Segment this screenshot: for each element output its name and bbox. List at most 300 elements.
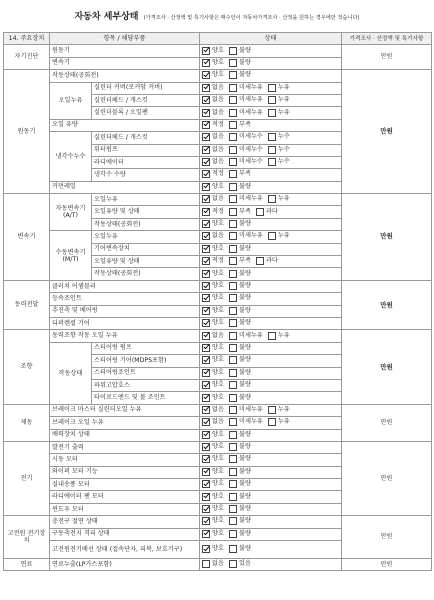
- state-option[interactable]: [229, 559, 251, 570]
- checkbox-icon[interactable]: [229, 109, 237, 117]
- category-electric: 전기: [4, 441, 50, 515]
- state-option-label: 양호: [212, 505, 224, 513]
- checkbox-icon[interactable]: [268, 195, 276, 203]
- state-option[interactable]: [229, 70, 251, 81]
- state-option[interactable]: [202, 492, 224, 503]
- checkbox-icon[interactable]: [229, 96, 237, 104]
- state-option[interactable]: [229, 256, 251, 267]
- state-options: [200, 404, 342, 416]
- checkbox-icon[interactable]: [268, 84, 276, 92]
- checkbox-icon[interactable]: [229, 455, 237, 463]
- state-option[interactable]: [202, 293, 224, 304]
- state-options: [200, 256, 342, 268]
- cost-self-diagnosis[interactable]: [342, 45, 432, 70]
- state-option-label: 양호: [212, 480, 224, 488]
- state-options: [200, 479, 342, 491]
- table-row: [4, 516, 432, 528]
- state-option[interactable]: [202, 559, 224, 570]
- item-label: 오일누유: [92, 194, 200, 206]
- state-option[interactable]: [202, 306, 224, 317]
- cost-unit: 만원: [380, 53, 393, 61]
- state-option-label: 불량: [238, 269, 251, 277]
- checkbox-icon[interactable]: [229, 146, 237, 154]
- state-option[interactable]: [229, 207, 251, 218]
- state-option[interactable]: [229, 182, 251, 193]
- form-title-block: [0, 4, 434, 23]
- checkbox-icon[interactable]: [229, 245, 237, 253]
- checkbox-icon[interactable]: [229, 418, 237, 426]
- state-option[interactable]: [229, 343, 251, 354]
- category-self-diagnosis: 자기진단: [4, 45, 50, 70]
- checked-box-icon[interactable]: [202, 332, 210, 340]
- state-option[interactable]: [256, 207, 278, 218]
- state-option-label: 적정: [212, 120, 224, 128]
- state-option[interactable]: [202, 194, 224, 205]
- state-option[interactable]: [229, 380, 251, 391]
- state-options: [200, 57, 342, 69]
- checked-box-icon[interactable]: [202, 381, 210, 389]
- state-option[interactable]: [229, 442, 251, 453]
- state-options: [200, 206, 342, 218]
- state-options: [200, 169, 342, 181]
- checkbox-icon[interactable]: [229, 307, 237, 315]
- checked-box-icon[interactable]: [202, 71, 210, 79]
- state-option[interactable]: [202, 95, 224, 106]
- state-option-label: 불량: [238, 393, 251, 401]
- checkbox-icon[interactable]: [229, 381, 237, 389]
- state-option-label: 불량: [238, 71, 251, 79]
- state-options: [200, 528, 342, 540]
- checked-box-icon[interactable]: [202, 356, 210, 364]
- checked-box-icon[interactable]: [202, 183, 210, 191]
- item-label: 충전구 절연 상태: [50, 516, 200, 528]
- item-label: 타이로드엔드 및 볼 조인트: [92, 392, 200, 404]
- state-option-label: 불량: [238, 319, 251, 327]
- state-option-label: 불량: [238, 430, 251, 438]
- checkbox-icon[interactable]: [229, 344, 237, 352]
- state-option[interactable]: [229, 393, 251, 404]
- checked-box-icon[interactable]: [202, 530, 210, 538]
- state-option[interactable]: [202, 368, 224, 379]
- state-option[interactable]: [229, 145, 263, 156]
- checkbox-icon[interactable]: [229, 71, 237, 79]
- state-option[interactable]: [202, 516, 224, 527]
- state-option-label: 불량: [238, 517, 251, 525]
- state-option-label: 양호: [212, 492, 224, 500]
- state-option[interactable]: [202, 108, 224, 119]
- state-option[interactable]: [256, 256, 278, 267]
- checkbox-icon[interactable]: [229, 369, 237, 377]
- checked-box-icon[interactable]: [202, 282, 210, 290]
- state-option[interactable]: [229, 516, 251, 527]
- state-option[interactable]: [229, 544, 251, 555]
- state-option[interactable]: [268, 417, 290, 428]
- state-option[interactable]: [229, 95, 263, 106]
- state-option-label: 없음: [212, 331, 224, 339]
- checked-box-icon[interactable]: [202, 208, 210, 216]
- table-header-row: [4, 33, 432, 45]
- state-option[interactable]: [268, 231, 290, 242]
- state-option[interactable]: [229, 244, 251, 255]
- checked-box-icon[interactable]: [202, 270, 210, 278]
- cost-high-voltage[interactable]: [342, 516, 432, 559]
- state-option-label: 과다: [265, 207, 278, 215]
- checkbox-icon[interactable]: [229, 356, 237, 364]
- checkbox-icon[interactable]: [229, 406, 237, 414]
- state-option[interactable]: [229, 417, 263, 428]
- state-option[interactable]: [202, 120, 224, 131]
- item-label: 실내송풍 모터: [50, 479, 200, 491]
- checkbox-icon[interactable]: [229, 332, 237, 340]
- table-row: [4, 45, 432, 57]
- state-option[interactable]: [202, 256, 224, 267]
- state-option[interactable]: [202, 529, 224, 540]
- cost-unit: 만원: [380, 300, 393, 309]
- checked-box-icon[interactable]: [202, 505, 210, 513]
- checked-box-icon[interactable]: [202, 418, 210, 426]
- cost-unit: 만원: [380, 533, 393, 541]
- state-option[interactable]: [229, 318, 251, 329]
- item-label: 파워고압호스: [92, 379, 200, 391]
- state-option-label: 누유: [277, 232, 290, 240]
- state-option-label: 불량: [238, 480, 251, 488]
- state-option-label: 과다: [265, 257, 278, 265]
- checked-box-icon[interactable]: [202, 545, 210, 553]
- state-option-label: 누유: [277, 195, 290, 203]
- checkbox-icon[interactable]: [268, 406, 276, 414]
- checked-box-icon[interactable]: [202, 257, 210, 265]
- state-option[interactable]: [229, 46, 251, 57]
- checkbox-icon[interactable]: [229, 220, 237, 228]
- state-option[interactable]: [202, 504, 224, 515]
- state-option-label: 양호: [212, 467, 224, 475]
- checkbox-icon[interactable]: [229, 183, 237, 191]
- state-option[interactable]: [202, 269, 224, 280]
- state-option[interactable]: [229, 454, 251, 465]
- state-option-label: 없음: [212, 108, 224, 116]
- checked-box-icon[interactable]: [202, 344, 210, 352]
- state-option[interactable]: [202, 467, 224, 478]
- state-option[interactable]: [202, 207, 224, 218]
- item-label: 작동상태(공회전): [92, 218, 200, 230]
- checked-box-icon[interactable]: [202, 170, 210, 178]
- state-option[interactable]: [202, 318, 224, 329]
- state-option[interactable]: [202, 331, 224, 342]
- item-label: 라디에이터: [92, 156, 200, 168]
- checked-box-icon[interactable]: [202, 319, 210, 327]
- checkbox-icon[interactable]: [268, 332, 276, 340]
- state-option[interactable]: [202, 417, 224, 428]
- state-option[interactable]: [229, 58, 251, 69]
- state-option[interactable]: [229, 529, 251, 540]
- category-fuel: 연료: [4, 559, 50, 571]
- state-option[interactable]: [229, 108, 263, 119]
- checked-box-icon[interactable]: [202, 369, 210, 377]
- state-option-label: 양호: [212, 269, 224, 277]
- checked-box-icon[interactable]: [202, 59, 210, 67]
- state-option[interactable]: [229, 132, 263, 143]
- state-options: [200, 466, 342, 478]
- checkbox-icon[interactable]: [229, 530, 237, 538]
- state-option-label: 누유: [277, 108, 290, 116]
- checked-box-icon[interactable]: [202, 158, 210, 166]
- state-option-label: 부족: [238, 257, 251, 265]
- checkbox-icon[interactable]: [229, 257, 237, 265]
- category-high-voltage: 고전원 전기장치: [4, 516, 50, 559]
- cost-electric[interactable]: [342, 441, 432, 515]
- checkbox-icon[interactable]: [256, 257, 264, 265]
- state-option[interactable]: [229, 355, 251, 366]
- item-label: 실린더블록 / 오일팬: [92, 107, 200, 119]
- checkbox-icon[interactable]: [268, 232, 276, 240]
- checkbox-icon[interactable]: [229, 158, 237, 166]
- checkbox-icon[interactable]: [229, 47, 237, 55]
- checkbox-icon[interactable]: [229, 480, 237, 488]
- item-label: 기어변속장치: [92, 243, 200, 255]
- state-option[interactable]: [229, 306, 251, 317]
- checkbox-icon[interactable]: [229, 468, 237, 476]
- state-option[interactable]: [229, 269, 251, 280]
- checkbox-icon[interactable]: [229, 195, 237, 203]
- state-option-label: 양호: [212, 46, 224, 54]
- state-option[interactable]: [268, 83, 290, 94]
- state-option-label: 양호: [212, 430, 224, 438]
- state-option[interactable]: [202, 219, 224, 230]
- checkbox-icon[interactable]: [229, 431, 237, 439]
- cost-engine[interactable]: [342, 70, 432, 194]
- subgroup-coolant-leak: 냉각수누수: [50, 132, 92, 182]
- state-option[interactable]: [268, 331, 290, 342]
- state-options: [200, 491, 342, 503]
- state-options: [200, 541, 342, 559]
- checkbox-icon[interactable]: [229, 133, 237, 141]
- state-option-label: 불량: [238, 220, 251, 228]
- table-row: [4, 559, 432, 571]
- state-option[interactable]: [202, 544, 224, 555]
- state-option[interactable]: [202, 244, 224, 255]
- state-options: [200, 392, 342, 404]
- state-option[interactable]: [229, 120, 251, 131]
- state-option-label: 없음: [212, 232, 224, 240]
- cost-power-train[interactable]: [342, 280, 432, 330]
- state-option[interactable]: [202, 380, 224, 391]
- checked-box-icon[interactable]: [202, 96, 210, 104]
- checkbox-icon[interactable]: [256, 208, 264, 216]
- checked-box-icon[interactable]: [202, 47, 210, 55]
- state-option[interactable]: [229, 504, 251, 515]
- cost-fuel[interactable]: [342, 559, 432, 571]
- state-option[interactable]: [229, 405, 263, 416]
- state-option[interactable]: [229, 157, 263, 168]
- checkbox-icon[interactable]: [229, 560, 237, 568]
- cost-brake[interactable]: [342, 404, 432, 441]
- state-option[interactable]: [202, 454, 224, 465]
- checked-box-icon[interactable]: [202, 232, 210, 240]
- state-option[interactable]: [268, 157, 290, 168]
- state-option[interactable]: [268, 405, 290, 416]
- state-option[interactable]: [229, 430, 251, 441]
- checkbox-icon[interactable]: [229, 208, 237, 216]
- state-option-label: 불량: [238, 356, 251, 364]
- state-option[interactable]: [202, 393, 224, 404]
- state-options: [200, 243, 342, 255]
- checkbox-icon[interactable]: [229, 505, 237, 513]
- state-option[interactable]: [229, 219, 251, 230]
- cost-transmission[interactable]: [342, 194, 432, 281]
- state-option[interactable]: [202, 70, 224, 81]
- checkbox-icon[interactable]: [229, 121, 237, 129]
- state-options: [200, 317, 342, 329]
- state-option[interactable]: [229, 281, 251, 292]
- checkbox-icon[interactable]: [229, 545, 237, 553]
- state-options: [200, 218, 342, 230]
- state-option[interactable]: [268, 108, 290, 119]
- header-section: 14. 주요장치: [4, 33, 50, 45]
- checked-box-icon[interactable]: [202, 493, 210, 501]
- checked-box-icon[interactable]: [202, 517, 210, 525]
- checked-box-icon[interactable]: [202, 84, 210, 92]
- state-option-label: 불량: [238, 182, 251, 190]
- state-option[interactable]: [202, 58, 224, 69]
- checkbox-icon[interactable]: [229, 170, 237, 178]
- state-option-label: 불량: [238, 306, 251, 314]
- checked-box-icon[interactable]: [202, 133, 210, 141]
- checked-box-icon[interactable]: [202, 109, 210, 117]
- table-body: [4, 45, 432, 571]
- state-option[interactable]: [229, 194, 263, 205]
- state-options: [200, 94, 342, 106]
- state-option[interactable]: [202, 355, 224, 366]
- state-option-label: 미세누수: [238, 133, 263, 141]
- state-option[interactable]: [202, 479, 224, 490]
- checked-box-icon[interactable]: [202, 468, 210, 476]
- checkbox-icon[interactable]: [229, 270, 237, 278]
- checked-box-icon[interactable]: [202, 431, 210, 439]
- state-option-label: 미세누유: [238, 108, 263, 116]
- state-option-label: 누유: [277, 418, 290, 426]
- checked-box-icon[interactable]: [202, 480, 210, 488]
- state-option[interactable]: [229, 492, 251, 503]
- checkbox-icon[interactable]: [268, 418, 276, 426]
- checkbox-icon[interactable]: [229, 282, 237, 290]
- state-option[interactable]: [202, 430, 224, 441]
- checkbox-icon[interactable]: [268, 146, 276, 154]
- state-option-label: 불량: [238, 467, 251, 475]
- state-options: [200, 330, 342, 342]
- state-options: [200, 119, 342, 131]
- checked-box-icon[interactable]: [202, 195, 210, 203]
- state-option[interactable]: [202, 145, 224, 156]
- checkbox-icon[interactable]: [229, 394, 237, 402]
- state-option[interactable]: [229, 479, 251, 490]
- checked-box-icon[interactable]: [202, 146, 210, 154]
- state-option[interactable]: [202, 281, 224, 292]
- item-label: 고전원전기배선 상태 (접속단자, 피복, 보호기구): [50, 541, 200, 559]
- state-option[interactable]: [229, 368, 251, 379]
- state-options: [200, 144, 342, 156]
- checkbox-icon[interactable]: [268, 158, 276, 166]
- state-options: [200, 454, 342, 466]
- state-option[interactable]: [202, 231, 224, 242]
- state-option[interactable]: [268, 145, 290, 156]
- checked-box-icon[interactable]: [202, 443, 210, 451]
- state-option[interactable]: [202, 169, 224, 180]
- cost-steering[interactable]: [342, 330, 432, 404]
- state-option[interactable]: [202, 442, 224, 453]
- item-label: 시동 모터: [50, 454, 200, 466]
- state-option[interactable]: [202, 157, 224, 168]
- item-label: 냉각수 수량: [92, 169, 200, 181]
- state-option[interactable]: [202, 182, 224, 193]
- state-option-label: 불량: [238, 46, 251, 54]
- category-transmission: 변속기: [4, 194, 50, 281]
- state-option[interactable]: [229, 231, 263, 242]
- category-engine: 원동기: [4, 70, 50, 194]
- checked-box-icon[interactable]: [202, 307, 210, 315]
- checkbox-icon[interactable]: [229, 59, 237, 67]
- state-options: [200, 429, 342, 441]
- state-option-label: 불량: [238, 455, 251, 463]
- state-option[interactable]: [229, 331, 263, 342]
- checkbox-icon[interactable]: [229, 493, 237, 501]
- header-cost: 가격조사 · 산정액 및 특기사항: [342, 33, 432, 45]
- checked-box-icon[interactable]: [202, 220, 210, 228]
- item-label: 오일누유: [92, 231, 200, 243]
- checked-box-icon[interactable]: [202, 294, 210, 302]
- checked-box-icon[interactable]: [202, 245, 210, 253]
- checked-box-icon[interactable]: [202, 394, 210, 402]
- checkbox-icon[interactable]: [268, 96, 276, 104]
- state-option[interactable]: [229, 83, 263, 94]
- state-option-label: 양호: [212, 306, 224, 314]
- checked-box-icon[interactable]: [202, 455, 210, 463]
- state-option[interactable]: [268, 95, 290, 106]
- checkbox-icon[interactable]: [202, 560, 210, 568]
- category-steering: 조향: [4, 330, 50, 404]
- checkbox-icon[interactable]: [229, 294, 237, 302]
- checkbox-icon[interactable]: [268, 109, 276, 117]
- state-option[interactable]: [229, 293, 251, 304]
- state-option[interactable]: [202, 405, 224, 416]
- state-option-label: 양호: [212, 356, 224, 364]
- checkbox-icon[interactable]: [229, 319, 237, 327]
- state-option-label: 없음: [212, 195, 224, 203]
- checked-box-icon[interactable]: [202, 121, 210, 129]
- checkbox-icon[interactable]: [229, 84, 237, 92]
- state-option[interactable]: [202, 83, 224, 94]
- state-options: [200, 441, 342, 453]
- state-option[interactable]: [202, 343, 224, 354]
- state-option-label: 불량: [238, 529, 251, 537]
- state-option-label: 양호: [212, 220, 224, 228]
- state-options: [200, 342, 342, 354]
- state-option[interactable]: [202, 46, 224, 57]
- state-option[interactable]: [229, 169, 251, 180]
- checkbox-icon[interactable]: [229, 443, 237, 451]
- checkbox-icon[interactable]: [229, 517, 237, 525]
- checkbox-icon[interactable]: [268, 133, 276, 141]
- state-option[interactable]: [268, 132, 290, 143]
- state-option-label: 양호: [212, 529, 224, 537]
- state-option[interactable]: [268, 194, 290, 205]
- state-option[interactable]: [229, 467, 251, 478]
- checkbox-icon[interactable]: [229, 232, 237, 240]
- state-option-label: 미세누유: [238, 83, 263, 91]
- state-option-label: 양호: [212, 182, 224, 190]
- state-option[interactable]: [202, 132, 224, 143]
- state-option-label: 불량: [238, 492, 251, 500]
- checked-box-icon[interactable]: [202, 406, 210, 414]
